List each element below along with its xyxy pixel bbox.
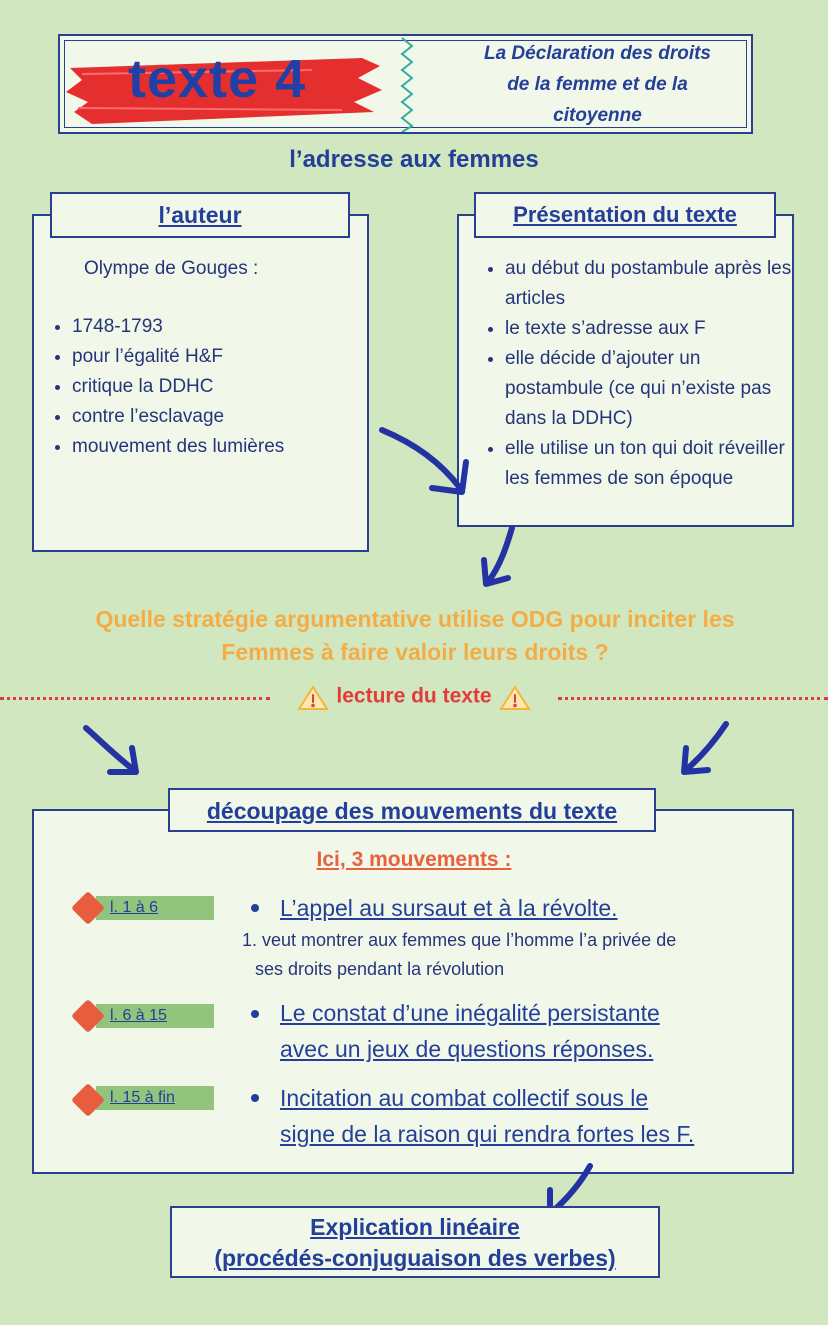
movement-title-line: avec un jeux de questions réponses. <box>280 1036 654 1062</box>
explication-line: Explication linéaire <box>310 1214 520 1240</box>
lecture-label <box>0 682 828 712</box>
list-item: • au début du postambule après les articles <box>505 254 795 314</box>
movement-title-line: Incitation au combat collectif sous le <box>280 1085 649 1111</box>
list-item: • mouvement des lumières <box>72 432 284 462</box>
guiding-question <box>20 603 810 669</box>
author-list <box>52 312 284 462</box>
movement-title-line: Le constat d’une inégalité persistante <box>280 1000 660 1026</box>
line-range-tag: l. 15 à fin <box>96 1086 214 1110</box>
list-item: • elle décide d’ajouter un postambule (ce qui n’existe pas dans la DDHC) <box>505 344 795 434</box>
list-item: • critique la DDHC <box>72 372 284 402</box>
question-line: Quelle stratégie argumentative utilise ODG pour inciter les <box>95 606 735 632</box>
list-item: • contre l’esclavage <box>72 402 284 432</box>
list-item: • elle utilise un ton qui doit réveiller les femmes de son époque <box>505 434 795 494</box>
note-number: 1. <box>242 930 258 950</box>
header-subtitle-line: citoyenne <box>553 105 642 126</box>
list-item: • 1748-1793 <box>72 312 284 342</box>
warning-icon <box>296 682 330 712</box>
arrow-down-left-icon <box>676 718 736 780</box>
note-line: ses droits pendant la révolution <box>255 959 505 979</box>
warning-icon <box>498 682 532 712</box>
explication-box <box>170 1206 660 1278</box>
movements-count: Ici, 3 mouvements : <box>316 848 512 871</box>
arrow-down-left-icon <box>476 524 526 590</box>
explication-line: (procédés-conjuguaison des verbes) <box>214 1245 616 1271</box>
movement-title <box>280 1080 694 1152</box>
movement-title <box>280 995 660 1067</box>
note-line: veut montrer aux femmes que l’homme l’a privée de <box>262 930 677 950</box>
line-range-tag: l. 6 à 15 <box>96 1004 214 1028</box>
list-item: • le texte s’adresse aux F <box>505 314 795 344</box>
arrow-down-right-icon <box>376 420 476 500</box>
author-name: Olympe de Gouges : <box>84 258 259 279</box>
question-line: Femmes à faire valoir leurs droits ? <box>221 639 609 665</box>
movement-title-line: signe de la raison qui rendra fortes les F. <box>280 1121 695 1147</box>
movement-title: L’appel au sursaut et à la révolte. <box>280 895 618 921</box>
arrow-down-right-icon <box>80 722 146 780</box>
header-subtitle-line: La Déclaration des droits <box>483 43 711 64</box>
section-subtitle: l’adresse aux femmes <box>289 146 539 173</box>
bullet-dot <box>251 904 259 912</box>
author-tab: l’auteur <box>50 192 350 238</box>
explication-text <box>172 1208 658 1274</box>
header-title: texte 4 <box>128 49 307 109</box>
list-item: • pour l’égalité H&F <box>72 342 284 372</box>
header-subtitle <box>455 38 740 131</box>
bullet-dot <box>251 1094 259 1102</box>
zigzag-divider <box>396 36 418 132</box>
line-range-tag: l. 1 à 6 <box>96 896 214 920</box>
presentation-panel <box>457 214 794 527</box>
author-panel <box>32 214 369 552</box>
bullet-dot <box>251 1010 259 1018</box>
lecture-text: lecture du texte <box>336 684 492 708</box>
header-subtitle-line: de la femme et de la <box>507 74 688 95</box>
presentation-tab: Présentation du texte <box>474 192 776 238</box>
presentation-list <box>485 254 795 494</box>
decoupage-tab: découpage des mouvements du texte <box>168 788 656 832</box>
movement-note <box>242 926 676 984</box>
